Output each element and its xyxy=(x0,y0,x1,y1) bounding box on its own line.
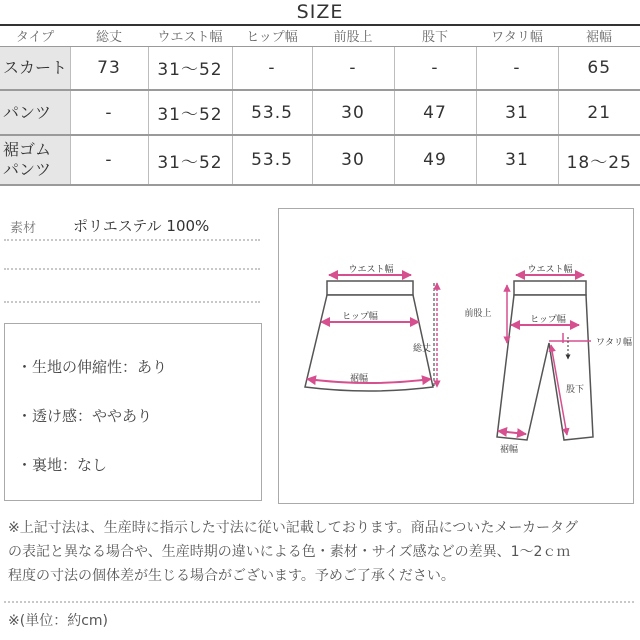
table-cell: 47 xyxy=(394,90,476,135)
table-cell: - xyxy=(232,46,312,90)
pants-hip-label: ヒップ幅 xyxy=(530,315,566,325)
table-cell: 21 xyxy=(558,90,640,135)
skirt-length-label: 総丈 xyxy=(412,344,432,354)
table-cell: 31～52 xyxy=(148,90,232,135)
table-cell: 31 xyxy=(476,135,558,185)
size-table xyxy=(0,26,640,186)
property-sheerness: ・透け感：ややあり xyxy=(17,407,153,425)
row-label-line: 裾ゴム xyxy=(3,140,52,159)
column-header: ウエスト幅 xyxy=(148,26,232,46)
table-row xyxy=(0,46,640,90)
note-line: ※上記寸法は、生産時に指示した寸法に従い記載しております。商品についたメーカータグ xyxy=(8,520,579,536)
table-cell: 53.5 xyxy=(232,90,312,135)
property-lining: ・裏地：なし xyxy=(17,456,108,474)
column-header: 股下 xyxy=(394,26,476,46)
disclaimer-note xyxy=(8,516,633,588)
table-cell: - xyxy=(70,90,148,135)
table-cell: 65 xyxy=(558,46,640,90)
pants-waist-label: ウエスト幅 xyxy=(527,265,573,275)
pants-inseam-label: 股下 xyxy=(565,385,585,395)
table-cell: 49 xyxy=(394,135,476,185)
table-cell: 31～52 xyxy=(148,46,232,90)
pants-thigh-label: ワタリ幅 xyxy=(596,338,632,348)
property-stretch: ・生地の伸縮性：あり xyxy=(17,358,168,376)
dotted-divider xyxy=(4,601,634,603)
page-title: SIZE xyxy=(296,1,344,23)
row-label-line: パンツ xyxy=(3,160,52,179)
unit-note: ※(単位：約cm) xyxy=(8,613,108,629)
pants-hem-label: 裾幅 xyxy=(499,445,519,455)
column-header: 前股上 xyxy=(312,26,394,46)
row-label xyxy=(0,135,70,185)
measurement-diagram xyxy=(278,208,634,504)
table-row xyxy=(0,135,640,185)
table-header-row xyxy=(0,26,640,46)
material-label: 素材 xyxy=(10,221,37,236)
table-cell: 30 xyxy=(312,90,394,135)
row-label: スカート xyxy=(0,46,70,90)
skirt-body xyxy=(305,295,433,391)
table-cell: 30 xyxy=(312,135,394,185)
column-header: ワタリ幅 xyxy=(476,26,558,46)
note-line: 程度の寸法の個体差が生じる場合がございます。予めご了承ください。 xyxy=(8,568,455,584)
row-label: パンツ xyxy=(0,90,70,135)
skirt-hem-label: 裾幅 xyxy=(349,374,369,384)
table-cell: 31 xyxy=(476,90,558,135)
measurement-diagram-svg xyxy=(279,209,635,505)
table-cell: - xyxy=(70,135,148,185)
dotted-divider xyxy=(4,239,260,241)
pants-illustration xyxy=(464,263,631,455)
material-value: ポリエステル 100% xyxy=(73,217,210,235)
table-cell: - xyxy=(312,46,394,90)
dotted-divider xyxy=(4,301,260,303)
column-header: 裾幅 xyxy=(558,26,640,46)
table-cell: - xyxy=(476,46,558,90)
table-cell: 31～52 xyxy=(148,135,232,185)
table-row xyxy=(0,90,640,135)
pants-rise-label: 前股上 xyxy=(464,309,492,319)
table-cell: 73 xyxy=(70,46,148,90)
skirt-hip-label: ヒップ幅 xyxy=(342,312,378,322)
column-header: タイプ xyxy=(0,26,70,46)
skirt-waistband xyxy=(327,281,413,295)
skirt-illustration xyxy=(305,263,437,391)
column-header: 総丈 xyxy=(70,26,148,46)
skirt-waist-label: ウエスト幅 xyxy=(348,265,394,275)
table-cell: 18～25 xyxy=(558,135,640,185)
table-cell: 53.5 xyxy=(232,135,312,185)
dotted-divider xyxy=(4,268,260,270)
fabric-properties-box xyxy=(4,323,262,501)
table-cell: - xyxy=(394,46,476,90)
note-line: の表記と異なる場合や、生産時期の違いによる色・素材・サイズ感などの差異、1～2ｃｍ xyxy=(8,544,571,560)
column-header: ヒップ幅 xyxy=(232,26,312,46)
pants-waistband xyxy=(514,281,586,295)
